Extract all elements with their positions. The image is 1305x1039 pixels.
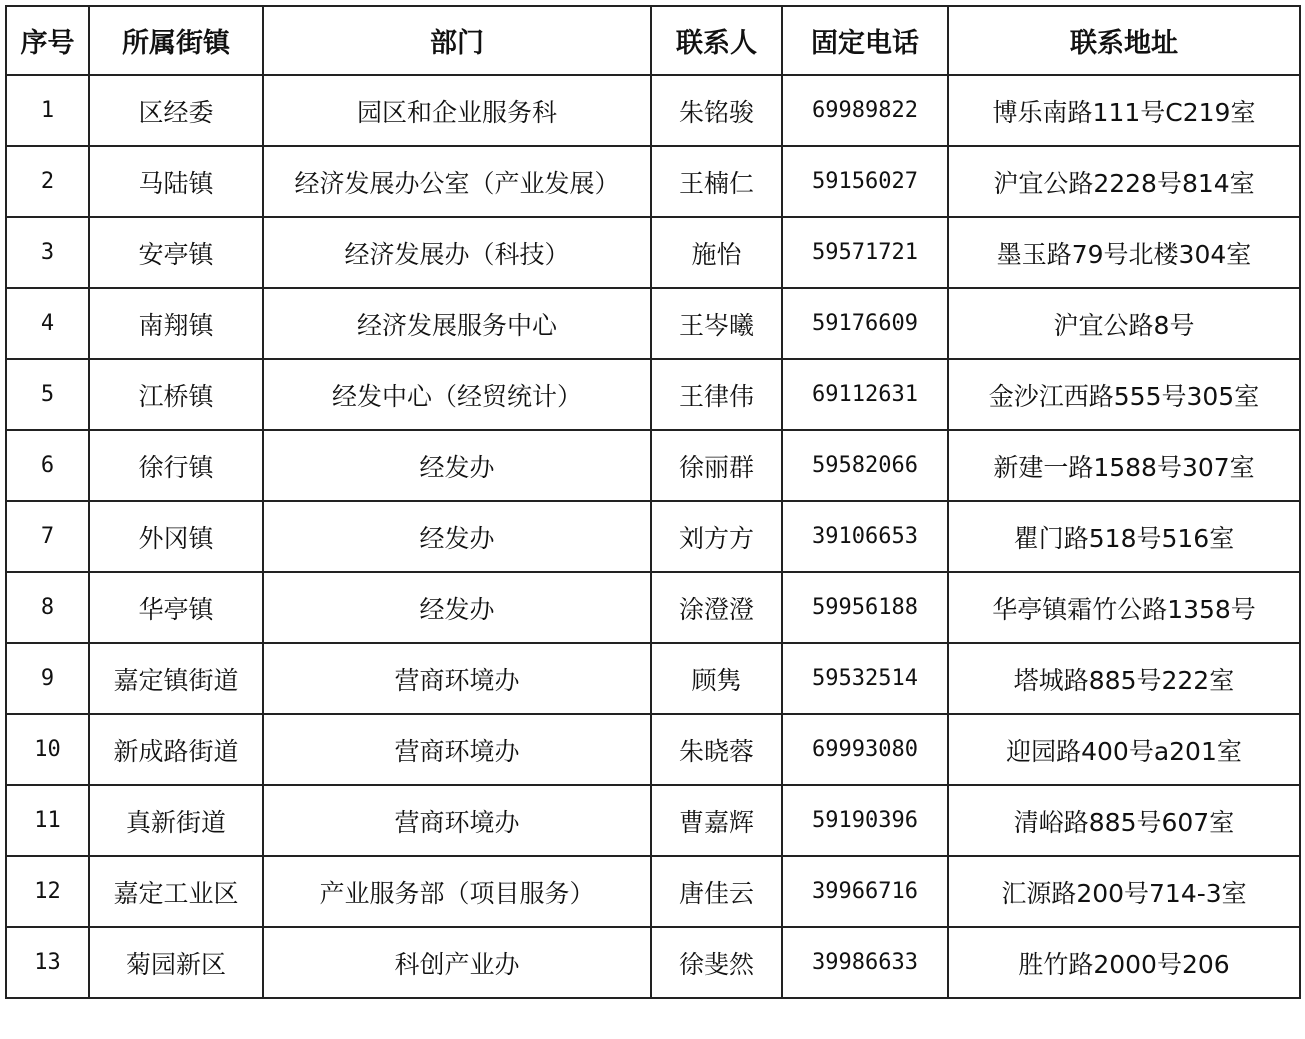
cell-department: 园区和企业服务科 bbox=[263, 75, 651, 146]
cell-address: 胜竹路2000号206 bbox=[948, 927, 1300, 998]
cell-index: 4 bbox=[6, 288, 89, 359]
cell-contact: 刘方方 bbox=[651, 501, 782, 572]
cell-town: 南翔镇 bbox=[89, 288, 263, 359]
cell-address: 汇源路200号714-3室 bbox=[948, 856, 1300, 927]
cell-town: 真新街道 bbox=[89, 785, 263, 856]
table-row bbox=[6, 359, 1300, 430]
cell-address: 清峪路885号607室 bbox=[948, 785, 1300, 856]
table-row bbox=[6, 501, 1300, 572]
table-row bbox=[6, 785, 1300, 856]
header-department: 部门 bbox=[263, 6, 651, 75]
cell-phone: 59582066 bbox=[782, 430, 948, 501]
table-row bbox=[6, 643, 1300, 714]
cell-department: 经济发展办公室（产业发展） bbox=[263, 146, 651, 217]
cell-phone: 69112631 bbox=[782, 359, 948, 430]
cell-department: 科创产业办 bbox=[263, 927, 651, 998]
cell-address: 瞿门路518号516室 bbox=[948, 501, 1300, 572]
cell-phone: 59532514 bbox=[782, 643, 948, 714]
cell-phone: 69993080 bbox=[782, 714, 948, 785]
cell-department: 经发中心（经贸统计） bbox=[263, 359, 651, 430]
cell-address: 沪宜公路8号 bbox=[948, 288, 1300, 359]
cell-address: 华亭镇霜竹公路1358号 bbox=[948, 572, 1300, 643]
table-row bbox=[6, 430, 1300, 501]
cell-address: 塔城路885号222室 bbox=[948, 643, 1300, 714]
cell-contact: 顾隽 bbox=[651, 643, 782, 714]
cell-contact: 王岑曦 bbox=[651, 288, 782, 359]
cell-index: 12 bbox=[6, 856, 89, 927]
cell-town: 华亭镇 bbox=[89, 572, 263, 643]
cell-address: 沪宜公路2228号814室 bbox=[948, 146, 1300, 217]
table-row bbox=[6, 572, 1300, 643]
cell-department: 经济发展办（科技） bbox=[263, 217, 651, 288]
cell-index: 8 bbox=[6, 572, 89, 643]
cell-address: 金沙江西路555号305室 bbox=[948, 359, 1300, 430]
cell-index: 10 bbox=[6, 714, 89, 785]
header-town: 所属街镇 bbox=[89, 6, 263, 75]
cell-index: 2 bbox=[6, 146, 89, 217]
cell-index: 1 bbox=[6, 75, 89, 146]
cell-index: 7 bbox=[6, 501, 89, 572]
table-body bbox=[6, 75, 1300, 998]
cell-phone: 39986633 bbox=[782, 927, 948, 998]
cell-contact: 徐斐然 bbox=[651, 927, 782, 998]
header-phone: 固定电话 bbox=[782, 6, 948, 75]
cell-town: 区经委 bbox=[89, 75, 263, 146]
cell-contact: 曹嘉辉 bbox=[651, 785, 782, 856]
contact-table bbox=[5, 5, 1301, 999]
cell-department: 经发办 bbox=[263, 501, 651, 572]
cell-contact: 施怡 bbox=[651, 217, 782, 288]
cell-contact: 朱晓蓉 bbox=[651, 714, 782, 785]
cell-contact: 唐佳云 bbox=[651, 856, 782, 927]
cell-town: 嘉定工业区 bbox=[89, 856, 263, 927]
cell-department: 经发办 bbox=[263, 572, 651, 643]
cell-town: 江桥镇 bbox=[89, 359, 263, 430]
cell-phone: 59571721 bbox=[782, 217, 948, 288]
cell-phone: 69989822 bbox=[782, 75, 948, 146]
table-row bbox=[6, 856, 1300, 927]
cell-index: 13 bbox=[6, 927, 89, 998]
cell-address: 墨玉路79号北楼304室 bbox=[948, 217, 1300, 288]
table-row bbox=[6, 714, 1300, 785]
cell-contact: 王律伟 bbox=[651, 359, 782, 430]
header-index: 序号 bbox=[6, 6, 89, 75]
cell-phone: 39106653 bbox=[782, 501, 948, 572]
cell-town: 嘉定镇街道 bbox=[89, 643, 263, 714]
cell-department: 产业服务部（项目服务） bbox=[263, 856, 651, 927]
cell-town: 外冈镇 bbox=[89, 501, 263, 572]
table-row bbox=[6, 288, 1300, 359]
cell-phone: 59190396 bbox=[782, 785, 948, 856]
cell-address: 迎园路400号a201室 bbox=[948, 714, 1300, 785]
cell-department: 营商环境办 bbox=[263, 714, 651, 785]
cell-town: 安亭镇 bbox=[89, 217, 263, 288]
cell-town: 徐行镇 bbox=[89, 430, 263, 501]
cell-department: 营商环境办 bbox=[263, 643, 651, 714]
cell-contact: 徐丽群 bbox=[651, 430, 782, 501]
cell-phone: 59156027 bbox=[782, 146, 948, 217]
cell-department: 营商环境办 bbox=[263, 785, 651, 856]
header-address: 联系地址 bbox=[948, 6, 1300, 75]
cell-town: 新成路街道 bbox=[89, 714, 263, 785]
cell-contact: 朱铭骏 bbox=[651, 75, 782, 146]
cell-index: 9 bbox=[6, 643, 89, 714]
cell-index: 11 bbox=[6, 785, 89, 856]
cell-index: 5 bbox=[6, 359, 89, 430]
cell-index: 3 bbox=[6, 217, 89, 288]
table-row bbox=[6, 146, 1300, 217]
header-contact: 联系人 bbox=[651, 6, 782, 75]
table-row bbox=[6, 927, 1300, 998]
table-row bbox=[6, 75, 1300, 146]
cell-address: 博乐南路111号C219室 bbox=[948, 75, 1300, 146]
cell-town: 马陆镇 bbox=[89, 146, 263, 217]
cell-phone: 59176609 bbox=[782, 288, 948, 359]
cell-contact: 涂澄澄 bbox=[651, 572, 782, 643]
table-row bbox=[6, 217, 1300, 288]
header-row bbox=[6, 6, 1300, 75]
cell-phone: 39966716 bbox=[782, 856, 948, 927]
cell-contact: 王楠仁 bbox=[651, 146, 782, 217]
cell-phone: 59956188 bbox=[782, 572, 948, 643]
cell-index: 6 bbox=[6, 430, 89, 501]
cell-department: 经济发展服务中心 bbox=[263, 288, 651, 359]
cell-town: 菊园新区 bbox=[89, 927, 263, 998]
cell-address: 新建一路1588号307室 bbox=[948, 430, 1300, 501]
cell-department: 经发办 bbox=[263, 430, 651, 501]
